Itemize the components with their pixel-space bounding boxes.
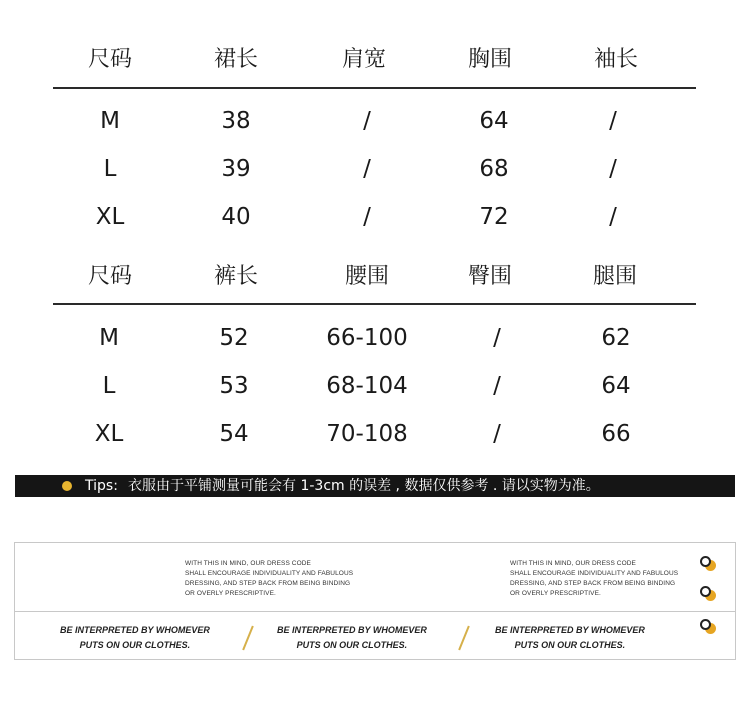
table-row: [53, 101, 696, 141]
value-cell: 64: [479, 108, 509, 134]
value-cell: 40: [221, 204, 251, 230]
header-divider: [53, 87, 696, 89]
value-cell: /: [609, 108, 617, 134]
header-cell: 腰围: [344, 264, 390, 289]
header-cell: 胸围: [467, 47, 513, 72]
value-cell: 62: [601, 325, 631, 351]
size-cell: XL: [94, 421, 124, 447]
header-cell: 尺码: [87, 47, 133, 72]
slogan-line: BE INTERPRETED BY WHOMEVER: [60, 625, 210, 635]
slash-divider: [458, 626, 470, 651]
ring-icon: [700, 619, 711, 630]
size-cell: XL: [95, 204, 125, 230]
size-cell: L: [102, 373, 116, 399]
value-cell: 66: [601, 421, 631, 447]
paragraph-line: OR OVERLY PRESCRIPTIVE.: [185, 590, 276, 597]
paragraph-line: DRESSING, AND STEP BACK FROM BEING BINDING: [510, 580, 676, 587]
size-cell: L: [103, 156, 117, 182]
value-cell: 38: [221, 108, 251, 134]
paragraph-line: WITH THIS IN MIND, OUR DRESS CODE: [185, 560, 311, 567]
header-cell: 裤长: [213, 264, 259, 289]
ring-icon: [700, 556, 711, 567]
ring-icon: [700, 586, 711, 597]
table-header-row: [53, 257, 696, 297]
header-cell: 臀围: [467, 264, 513, 289]
value-cell: 70-108: [326, 421, 408, 447]
header-cell: 肩宽: [341, 47, 387, 72]
value-cell: 68: [479, 156, 509, 182]
value-cell: 68-104: [326, 373, 408, 399]
bullet-dot-icon: [62, 481, 72, 491]
dress-code-paragraph: [510, 559, 678, 599]
slogan: [495, 623, 645, 653]
value-cell: 39: [221, 156, 251, 182]
value-cell: 72: [479, 204, 509, 230]
value-cell: 66-100: [326, 325, 408, 351]
value-cell: 64: [601, 373, 631, 399]
header-cell: 腿围: [592, 264, 638, 289]
value-cell: 53: [219, 373, 249, 399]
size-cell: M: [100, 108, 120, 134]
value-cell: /: [363, 108, 371, 134]
header-cell: 尺码: [87, 264, 133, 289]
paragraph-line: SHALL ENCOURAGE INDIVIDUALITY AND FABULOUS: [185, 570, 354, 577]
value-cell: /: [493, 421, 501, 447]
slogan-line: PUTS ON OUR CLOTHES.: [79, 640, 191, 650]
tips-label: Tips:: [85, 478, 118, 494]
header-cell: 袖长: [593, 47, 639, 72]
table-row: [53, 318, 696, 358]
header-cell: 裙长: [213, 47, 259, 72]
paragraph-line: DRESSING, AND STEP BACK FROM BEING BINDING: [185, 580, 351, 587]
table-row: [53, 414, 696, 454]
value-cell: 54: [219, 421, 249, 447]
value-cell: 52: [219, 325, 249, 351]
slogan-line: PUTS ON OUR CLOTHES.: [514, 640, 626, 650]
value-cell: /: [609, 204, 617, 230]
size-cell: M: [99, 325, 119, 351]
slogan-line: BE INTERPRETED BY WHOMEVER: [277, 625, 427, 635]
table-row: [53, 149, 696, 189]
table-header-row: [53, 40, 696, 80]
tips-text: 衣服由于平铺测量可能会有 1-3cm 的误差 , 数据仅供参考 . 请以实物为准。: [128, 478, 600, 494]
value-cell: /: [609, 156, 617, 182]
paragraph-line: WITH THIS IN MIND, OUR DRESS CODE: [510, 560, 636, 567]
slogan-line: BE INTERPRETED BY WHOMEVER: [495, 625, 645, 635]
dress-code-paragraph: [185, 559, 353, 599]
slogan: [277, 623, 427, 653]
brand-banner: [14, 542, 736, 660]
slash-divider: [242, 626, 254, 651]
tips-bar: [15, 475, 735, 497]
table-row: [53, 366, 696, 406]
paragraph-line: OR OVERLY PRESCRIPTIVE.: [510, 590, 601, 597]
value-cell: /: [493, 373, 501, 399]
slogan: [60, 623, 210, 653]
slogan-line: PUTS ON OUR CLOTHES.: [296, 640, 408, 650]
banner-divider: [15, 611, 735, 612]
value-cell: /: [363, 156, 371, 182]
paragraph-line: SHALL ENCOURAGE INDIVIDUALITY AND FABULOUS: [510, 570, 679, 577]
value-cell: /: [493, 325, 501, 351]
header-divider: [53, 303, 696, 305]
value-cell: /: [363, 204, 371, 230]
table-row: [53, 197, 696, 237]
